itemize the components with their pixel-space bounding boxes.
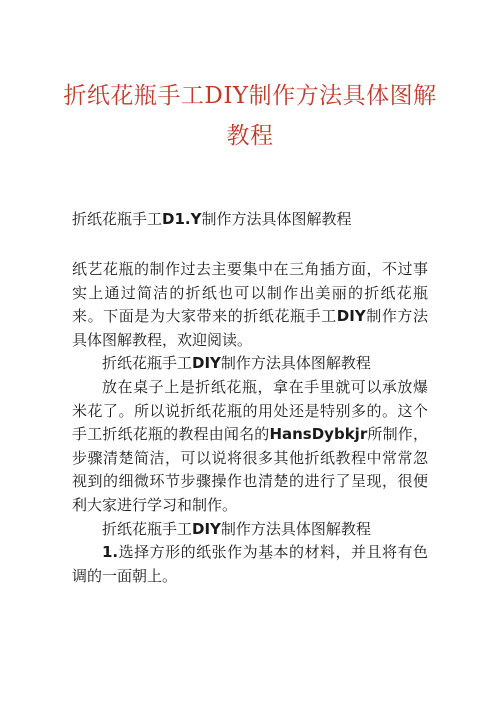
section-heading-post: 制作方法具体图解教程	[220, 354, 371, 373]
section-heading	[72, 352, 428, 376]
section-heading-pre: 折纸花瓶手工	[102, 354, 193, 373]
step-1-paragraph	[72, 541, 428, 588]
description-paragraph	[72, 376, 428, 518]
description-text-bold: HansDybkjr	[269, 425, 368, 444]
section-heading-bold: DIY	[192, 354, 221, 373]
section-heading-repeat-post: 制作方法具体图解教程	[220, 519, 371, 538]
document-subtitle	[72, 208, 351, 230]
intro-paragraph	[72, 258, 428, 352]
section-heading-repeat-bold: DIY	[192, 519, 221, 538]
step-1-number: 1.	[102, 543, 119, 562]
subtitle-text-pre: 折纸花瓶手工	[72, 210, 163, 228]
document-title: 折纸花瓶手工DIY制作方法具体图解教程	[63, 83, 437, 149]
description-text-pre: 放在桌子上是折纸花瓶，拿在手里就可以承放爆米花了。所以说折纸花瓶的用处还是特别多的。这个手工折纸花瓶的教程由闻名的	[72, 377, 428, 444]
subtitle-text-post: 制作方法具体图解教程	[201, 210, 352, 228]
document-body	[72, 258, 428, 588]
intro-text-bold: DIY	[336, 307, 366, 326]
subtitle-text-bold: D1.Y	[162, 210, 202, 228]
description-text-post: 所制作，步骤清楚简洁，可以说将很多其他折纸教程中常常忽视到的细微环节步骤操作也清楚的进行了呈现，很便利大家进行学习和制作。	[72, 425, 428, 514]
section-heading-repeat-pre: 折纸花瓶手工	[102, 519, 193, 538]
step-1-text: 选择方形的纸张作为基本的材料，并且将有色调的一面朝上。	[72, 543, 428, 585]
intro-text-pre: 纸艺花瓶的制作过去主要集中在三角插方面，不过事实上通过简洁的折纸也可以制作出美丽的折纸花瓶来。下面是为大家带来的折纸花瓶手工	[72, 260, 428, 326]
section-heading-repeat	[72, 518, 428, 542]
intro-text-post: 制作方法具体图解教程，欢迎阅读。	[72, 307, 428, 349]
